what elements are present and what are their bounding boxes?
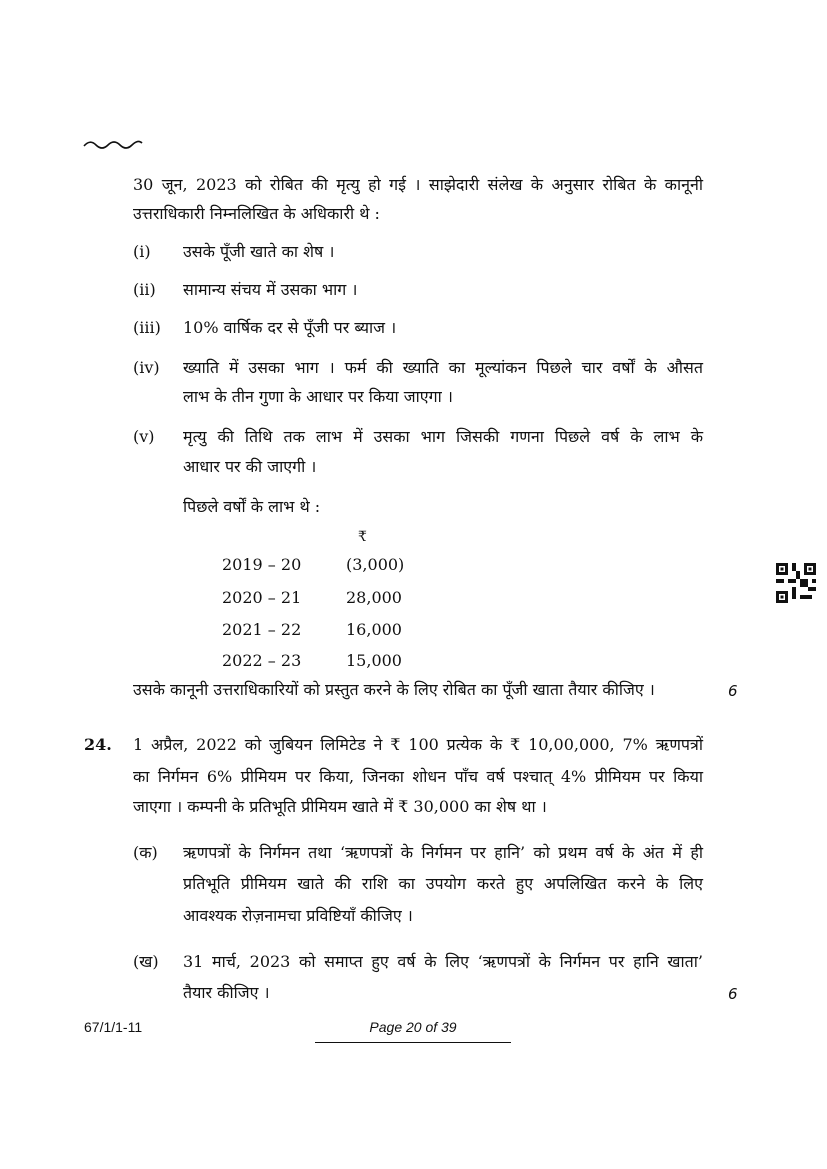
item-label: (ii): [133, 280, 156, 299]
item-text: लाभ के तीन गुणा के आधार पर किया जाएगा ।: [183, 387, 453, 406]
page-number: Page 20 of 39: [369, 1019, 457, 1035]
item-label: (iii): [133, 318, 161, 337]
q24-marks: 6: [728, 985, 738, 1003]
profit-amount: 15,000: [346, 651, 402, 670]
intro-line-2: उत्तराधिकारी निम्नलिखित के अधिकारी थे :: [133, 204, 380, 223]
item-text: 10% वार्षिक दर से पूँजी पर ब्याज ।: [183, 318, 397, 337]
profit-amount: (3,000): [346, 555, 405, 574]
part-text: ऋणपत्रों के निर्गमन तथा ‘ऋणपत्रों के निर्गमन पर हानि’ को प्रथम वर्ष के अंत में ही: [183, 843, 703, 862]
q23-instruction: उसके कानूनी उत्तराधिकारियों को प्रस्तुत करने के लिए रोबित का पूँजी खाता तैयार कीजिए ।: [133, 680, 655, 699]
part-label: (ख): [133, 952, 159, 971]
item-text: आधार पर की जाएगी ।: [183, 457, 317, 476]
footer-divider: [315, 1042, 511, 1043]
q24-text: 1 अप्रैल, 2022 को जुबियन लिमिटेड ने ₹ 100 प्रत्येक के ₹ 10,00,000, 7% ऋणपत्रों: [133, 735, 703, 754]
item-label: (v): [133, 427, 155, 446]
profits-heading: पिछले वर्षों के लाभ थे :: [183, 497, 321, 516]
profit-amount: 16,000: [346, 620, 402, 639]
profit-year: 2022 – 23: [222, 651, 302, 670]
profit-year: 2019 – 20: [222, 555, 302, 574]
q24-text: जाएगा । कम्पनी के प्रतिभूति प्रीमियम खाते में ₹ 30,000 का शेष था ।: [133, 797, 547, 816]
q24-text: का निर्गमन 6% प्रीमियम पर किया, जिनका शोधन पाँच वर्ष पश्चात् 4% प्रीमियम पर किया: [133, 767, 703, 786]
part-label: (क): [133, 843, 158, 862]
part-text: आवश्यक रोज़नामचा प्रविष्टियाँ कीजिए ।: [183, 906, 413, 925]
item-text: सामान्य संचय में उसका भाग ।: [183, 280, 358, 299]
item-text: ख्याति में उसका भाग । फर्म की ख्याति का मूल्यांकन पिछले चार वर्षों के औसत: [183, 358, 703, 377]
question-number: 24.: [84, 735, 112, 754]
currency-symbol: ₹: [358, 529, 367, 545]
q23-marks: 6: [728, 682, 738, 700]
qr-code-icon: [776, 563, 816, 603]
part-text: प्रतिभूति प्रीमियम खाते की राशि का उपयोग करते हुए अपलिखित करने के लिए: [183, 874, 703, 893]
item-label: (iv): [133, 358, 160, 377]
paper-code: 67/1/1-11: [84, 1019, 143, 1035]
continuation-squiggle-icon: [83, 138, 143, 152]
profit-year: 2021 – 22: [222, 620, 302, 639]
part-text: 31 मार्च, 2023 को समाप्त हुए वर्ष के लिए ‘ऋणपत्रों के निर्गमन पर हानि खाता’: [183, 952, 703, 971]
item-label: (i): [133, 242, 151, 261]
item-text: मृत्यु की तिथि तक लाभ में उसका भाग जिसकी गणना पिछले वर्ष के लाभ के: [183, 427, 703, 446]
intro-line-1: 30 जून, 2023 को रोबित की मृत्यु हो गई । साझेदारी संलेख के अनुसार रोबित के कानूनी: [133, 175, 703, 194]
part-text: तैयार कीजिए ।: [183, 983, 270, 1002]
item-text: उसके पूँजी खाते का शेष ।: [183, 242, 335, 261]
profit-amount: 28,000: [346, 588, 402, 607]
profit-year: 2020 – 21: [222, 588, 302, 607]
